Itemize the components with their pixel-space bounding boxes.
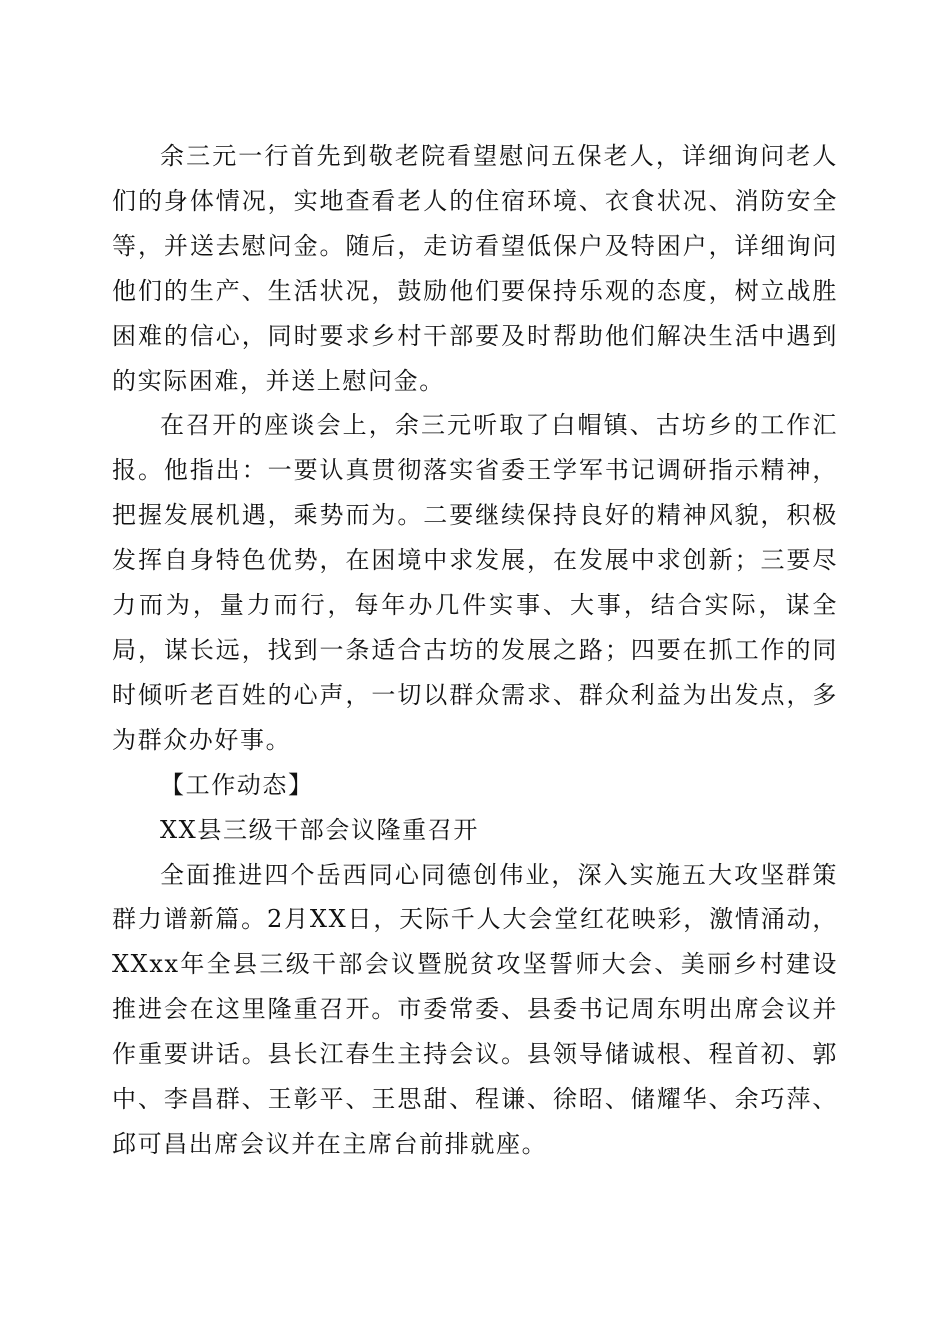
paragraph-conference: 全面推进四个岳西同心同德创伟业，深入实施五大攻坚群策群力谱新篇。2月XX日，天际千人大会堂红花映彩，激情涌动，XXxx年全县三级干部会议暨脱贫攻坚誓师大会、美丽乡村建设推进会在这里隆重召开。市委常委、县委书记周东明出席会议并作重要讲话。县长江春生主持会议。县领导储诚根、程首初、郭中、李昌群、王彰平、王思甜、程谦、徐昭、储耀华、余巧萍、邱可昌出席会议并在主席台前排就座。: [112, 860, 838, 1158]
section-heading: 【工作动态】: [160, 770, 314, 799]
paragraph-meeting: 在召开的座谈会上，余三元听取了白帽镇、古坊乡的工作汇报。他指出：一要认真贯彻落实省委王学军书记调研指示精神，把握发展机遇，乘势而为。二要继续保持良好的精神风貌，积极发挥自身特色优势，在困境中求发展，在发展中求创新；三要尽力而为，量力而行，每年办几件实事、大事，结合实际，谋全局，谋长远，找到一条适合古坊的发展之路；四要在抓工作的同时倾听老百姓的心声，一切以群众需求、群众利益为出发点，多为群众办好事。: [112, 411, 838, 754]
paragraph-visit: 余三元一行首先到敬老院看望慰问五保老人，详细询问老人们的身体情况，实地查看老人的住宿环境、衣食状况、消防安全等，并送去慰问金。随后，走访看望低保户及特困户，详细询问他们的生产、生活状况，鼓励他们要保持乐观的态度，树立战胜困难的信心，同时要求乡村干部要及时帮助他们解决生活中遇到的实际困难，并送上慰问金。: [112, 142, 838, 395]
article-title: XX县三级干部会议隆重召开: [160, 815, 479, 844]
document-page: [112, 134, 838, 1167]
